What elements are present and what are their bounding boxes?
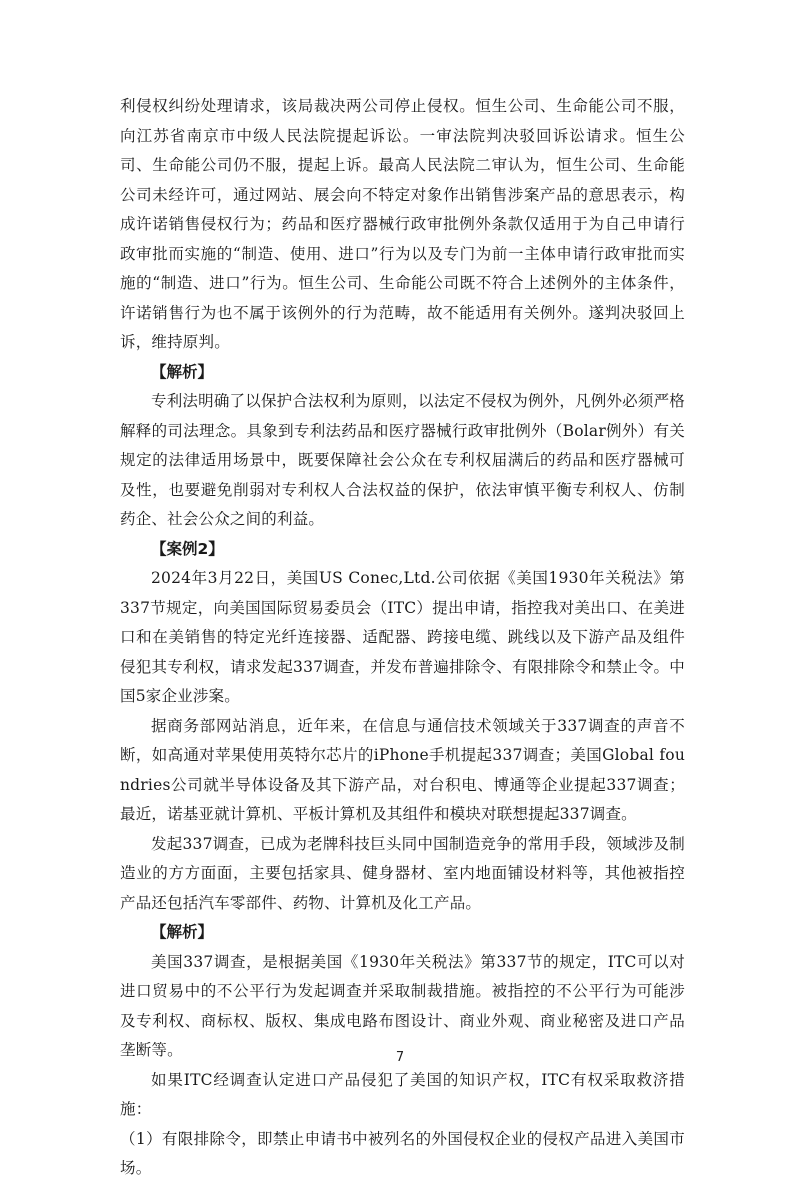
- case2-intro-paragraph: 2024年3月22日，美国US Conec,Ltd.公司依据《美国1930年关税法》第337节规定，向美国国际贸易委员会（ITC）提出申请，指控我对美出口、在美进口和在美销售的特定光纤连接器、适配器、跨接电缆、跳线以及下游产品及组件侵犯其专利权，请求发起337调查，并发布普遍排除令、有限排除令和禁止令。中国5家企业涉案。: [120, 569, 685, 705]
- analysis1-paragraph: 专利法明确了以保护合法权利为原则，以法定不侵权为例外，凡例外必须严格解释的司法理念。具象到专利法药品和医疗器械行政审批例外（Bolar例外）有关规定的法律适用场景中，既要保障社会公众在专利权届满后的药品和医疗器械可及性，也要避免削弱对专利权人合法权益的保护，依法审慎平衡专利权人、仿制药企、社会公众之间的利益。: [120, 392, 685, 528]
- analysis2-definition-paragraph: 美国337调查，是根据美国《1930年关税法》第337节的规定，ITC可以对进口贸易中的不公平行为发起调查并采取制裁措施。被指控的不公平行为可能涉及专利权、商标权、版权、集成电路布图设计、商业外观、商业秘密及进口产品垄断等。: [120, 952, 685, 1059]
- analysis2-remedies-paragraph: 如果ITC经调查认定进口产品侵犯了美国的知识产权，ITC有权采取救济措施：: [120, 1070, 685, 1118]
- page-number: 7: [395, 1050, 405, 1065]
- section-heading-analysis-2: 【解析】: [151, 923, 214, 941]
- section-heading-case2: 【案例2】: [151, 539, 224, 558]
- case1-ruling-paragraph: 利侵权纠纷处理请求，该局裁决两公司停止侵权。恒生公司、生命能公司不服，向江苏省南京市中级人民法院提起诉讼。一审法院判决驳回诉讼请求。恒生公司、生命能公司仍不服，提起上诉。最高人民法院二审认为，恒生公司、生命能公司未经许可，通过网站、展会向不特定对象作出销售涉案产品的意思表示，构成许诺销售侵权行为；药品和医疗器械行政审批例外条款仅适用于为自己申请行政审批而实施的“制造、使用、进口”行为以及专门为前一主体申请行政审批而实施的“制造、进口”行为。恒生公司、生命能公司既不符合上述例外的主体条件，许诺销售行为也不属于该例外的行为范畴，故不能适用有关例外。遂判决驳回上诉，维持原判。: [120, 97, 685, 351]
- remedy-item-1: （1）有限排除令，即禁止申请书中被列名的外国侵权企业的侵权产品进入美国市场。: [120, 1129, 685, 1177]
- case2-industries-paragraph: 发起337调查，已成为老牌科技巨头同中国制造竞争的常用手段，领域涉及制造业的方方面面，主要包括家具、健身器材、室内地面铺设材料等，其他被指控产品还包括汽车零部件、药物、计算机及化工产品。: [120, 834, 685, 912]
- case2-mofcom-paragraph: 据商务部网站消息，近年来，在信息与通信技术领域关于337调查的声音不断，如高通对苹果使用英特尔芯片的iPhone手机提起337调查；美国Global foundries公司就半导体设备及其下游产品，对台积电、博通等企业提起337调查；最近，诺基亚就计算机、平板计算机及其组件和模块对联想提起337调查。: [120, 716, 685, 823]
- body-text: [120, 92, 685, 1184]
- section-heading-analysis: 【解析】: [151, 362, 214, 381]
